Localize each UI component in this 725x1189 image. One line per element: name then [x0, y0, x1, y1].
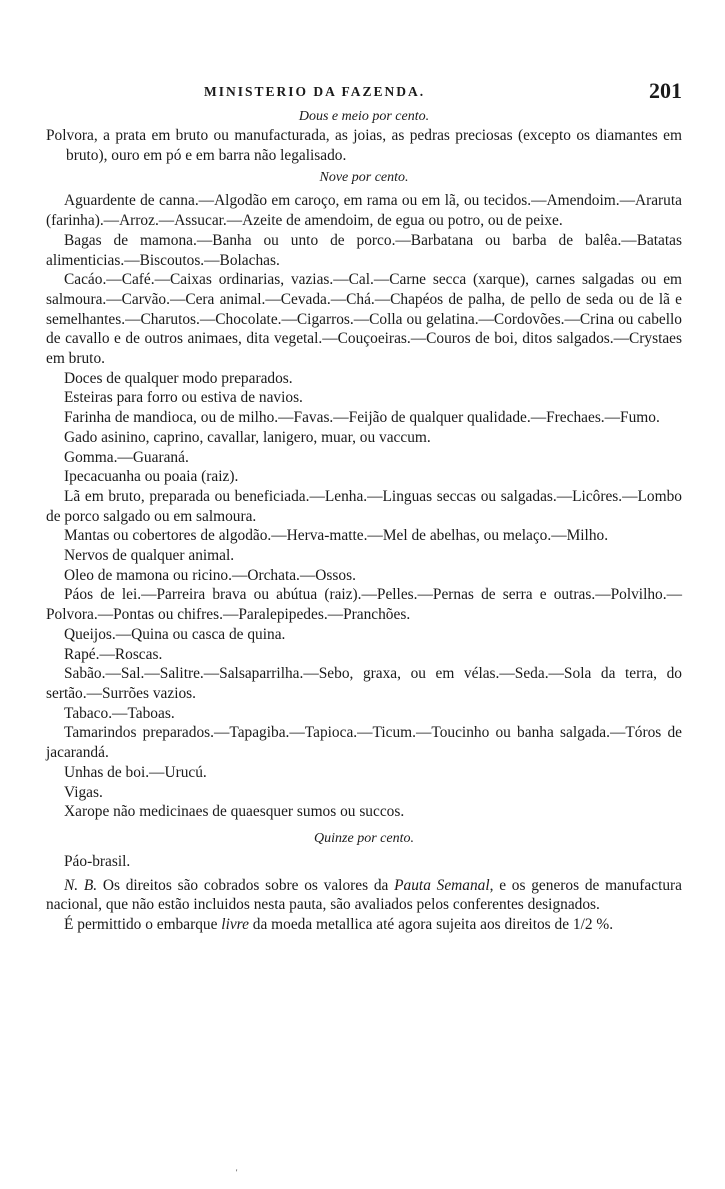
nb-text-2: , e os generos de manufactura nacional, que não estão incluidos nesta pauta, são avaliados pelos conferentes designados.	[46, 876, 682, 914]
item-i: Ipecacuanha ou poaia (raiz).	[64, 468, 239, 486]
heading-quinze: Quinze por cento.	[314, 830, 414, 846]
page-header	[46, 78, 682, 108]
paragraph-polvora: Polvora, a prata em bruto ou manufacturada, as joias, as pedras preciosas (excepto os diamantes em bruto), ouro em pó e em barra não legalisado.	[46, 127, 682, 164]
item-pao-brasil: Páo-brasil.	[64, 852, 131, 870]
item-f: Farinha de mandioca, ou de milho.—Favas.—Feijão de qualquer qualidade.—Frechaes.—Fumo.	[64, 409, 660, 427]
item-o: Oleo de mamona ou ricino.—Orchata.—Ossos.	[64, 566, 356, 584]
nb-label: N. B.	[64, 876, 98, 894]
item-u: Unhas de boi.—Urucú.	[64, 763, 207, 781]
note-permit	[46, 915, 682, 935]
item-q: Queijos.—Quina ou casca de quina.	[64, 625, 286, 643]
permit-text-2: da moeda metallica até agora sujeita aos direitos de 1/2 %.	[252, 916, 614, 934]
item-p: Páos de lei.—Parreira brava ou abútua (raiz).—Pelles.—Pernas de serra e outras.—Polvilho.—Polvora.—Pontas ou chifres.—Paralepipedes.—Pranchões.	[46, 586, 682, 624]
item-a: Aguardente de canna.—Algodão em caroço, em rama ou em lã, ou tecidos.—Amendoim.—Araruta (farinha).—Arroz.—Assucar.—Azeite de amendoim, de egua ou potro, ou de peixe.	[46, 192, 682, 230]
bottom-mark: '	[236, 1168, 238, 1177]
item-g-gomma: Gomma.—Guaraná.	[64, 448, 189, 466]
item-n: Nervos de qualquer animal.	[64, 547, 235, 565]
item-s: Sabão.—Sal.—Salitre.—Salsaparrilha.—Sebo, graxa, ou em vélas.—Seda.—Sola da terra, do sertão.—Surrões vazios.	[46, 665, 682, 702]
item-g-gado: Gado asinino, caprino, cavallar, lanigero, muar, ou vaccum.	[64, 428, 431, 446]
permit-livre: livre	[221, 916, 249, 934]
page-number: 201	[649, 78, 682, 103]
item-v: Vigas.	[64, 783, 103, 801]
nb-pauta: Pauta Semanal	[394, 876, 490, 894]
heading-nove: Nove por cento.	[319, 170, 409, 186]
item-c: Cacáo.—Café.—Caixas ordinarias, vazias.—Cal.—Carne secca (xarque), carnes salgadas ou em salmoura.—Carvão.—Cera animal.—Cevada.—Chá.—Chapéos de palha, de pello de seda ou de lã e semelhantes.—Charutos.—Chocolate.—Cigarros.—Colla ou gelatina.—Cordovões.—Crina ou cabello de cavallo e de outros animaes, dita vegetal.—Couçoeiras.—Couros de boi, ditos salgados.—Crystaes em bruto.	[46, 271, 682, 368]
item-d: Doces de qualquer modo preparados.	[64, 369, 293, 387]
heading-dous-e-meio: Dous e meio por cento.	[298, 109, 430, 124]
item-m: Mantas ou cobertores de algodão.—Herva-matte.—Mel de abelhas, ou melaço.—Milho.	[64, 527, 609, 545]
item-x: Xarope não medicinaes de quaesquer sumos ou succos.	[64, 803, 405, 821]
item-t-tabaco: Tabaco.—Taboas.	[64, 704, 175, 722]
note-nb	[46, 876, 682, 915]
permit-text-1: É permittido o embarque	[64, 916, 218, 934]
running-head: MINISTERIO DA FAZENDA.	[204, 84, 426, 99]
item-l: Lã em bruto, preparada ou beneficiada.—Lenha.—Linguas seccas ou salgadas.—Licôres.—Lombo de porco salgado ou em salmoura.	[46, 487, 682, 525]
item-b: Bagas de mamona.—Banha ou unto de porco.—Barbatana ou barba de balêa.—Batatas alimenticias.—Biscoutos.—Bolachas.	[46, 231, 682, 269]
item-e: Esteiras para forro ou estiva de navios.	[64, 389, 303, 407]
nb-text-1: Os direitos são cobrados sobre os valores da	[102, 876, 389, 894]
item-t-tamarindos: Tamarindos preparados.—Tapagiba.—Tapioca.—Ticum.—Toucinho ou banha salgada.—Tóros de jacarandá.	[46, 724, 682, 762]
item-r: Rapé.—Roscas.	[64, 645, 163, 663]
document-page	[46, 78, 682, 935]
